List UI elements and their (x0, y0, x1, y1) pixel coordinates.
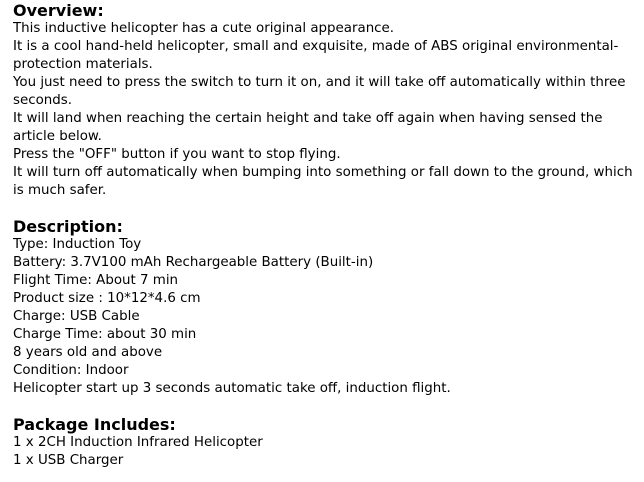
description-line: Charge: USB Cable (13, 309, 140, 324)
description-line: Charge Time: about 30 min (13, 327, 197, 342)
package-heading: Package Includes: (13, 415, 176, 434)
overview-line: You just need to press the switch to turn it on, and it will take off automatically within three seconds. (13, 75, 626, 108)
description-section (13, 218, 638, 398)
overview-line: This inductive helicopter has a cute original appearance. (13, 21, 395, 36)
description-line: Type: Induction Toy (13, 237, 142, 252)
overview-line: It will land when reaching the certain height and take off again when having sensed the article below. (13, 111, 603, 144)
overview-line: It is a cool hand-held helicopter, small and exquisite, made of ABS original environmental-protection materials. (13, 39, 619, 72)
overview-section (13, 2, 638, 200)
description-line: Battery: 3.7V100 mAh Rechargeable Battery (Built-in) (13, 255, 374, 270)
description-line: 8 years old and above (13, 345, 163, 360)
overview-line: It will turn off automatically when bumping into something or fall down to the ground, which is much safer. (13, 165, 633, 198)
description-line: Product size : 10*12*4.6 cm (13, 291, 201, 306)
package-line: 1 x USB Charger (13, 453, 124, 468)
description-heading: Description: (13, 217, 123, 236)
description-line: Condition: Indoor (13, 363, 129, 378)
product-document (13, 2, 638, 470)
package-line: 1 x 2CH Induction Infrared Helicopter (13, 435, 263, 450)
package-section (13, 416, 638, 470)
description-line: Flight Time: About 7 min (13, 273, 179, 288)
overview-heading: Overview: (13, 1, 104, 20)
overview-line: Press the "OFF" button if you want to stop flying. (13, 147, 341, 162)
description-line: Helicopter start up 3 seconds automatic take off, induction flight. (13, 381, 451, 396)
